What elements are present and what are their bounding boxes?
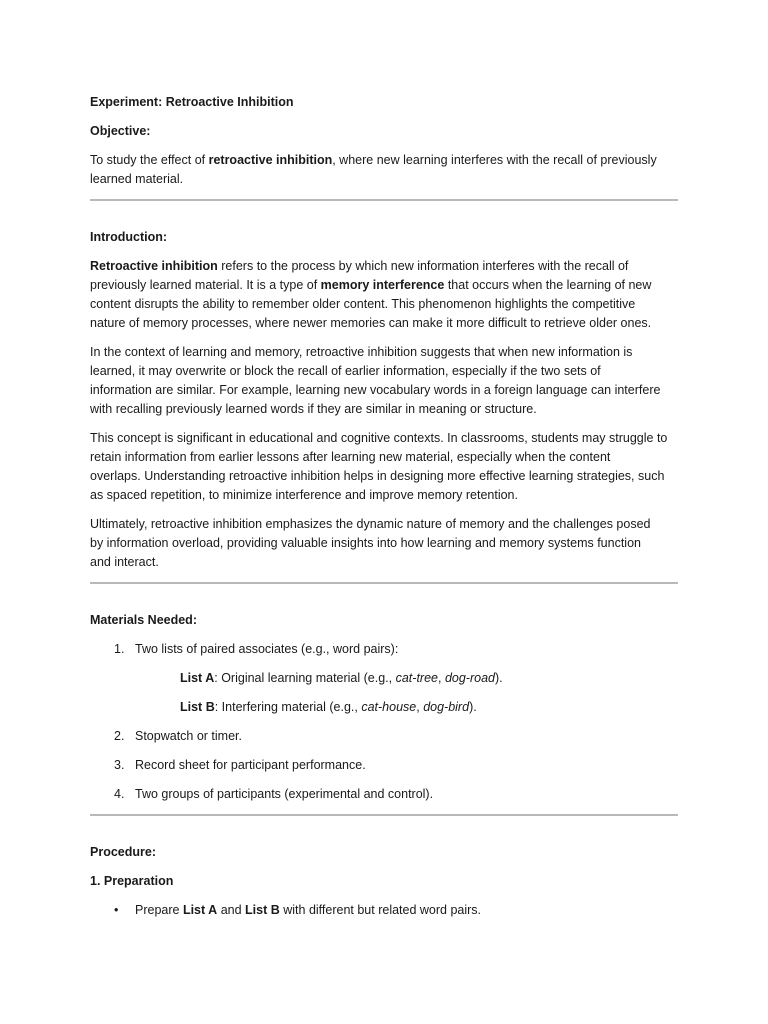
objective-text: To study the effect of retroactive inhibition, where new learning interferes with the recall of previously learned material. (90, 153, 657, 186)
list-b-item: List B: Interfering material (e.g., cat-house, dog-bird). (180, 700, 477, 714)
objective-heading: Objective: (90, 124, 151, 138)
procedure-step-1-heading: 1. Preparation (90, 874, 174, 888)
bullet-icon: • (114, 903, 119, 917)
intro-paragraph-4: Ultimately, retroactive inhibition emphasizes the dynamic nature of memory and the challenges posed by information overload, providing valuable insights into how learning and memory systems function and interact. (90, 517, 651, 569)
materials-item-2: 2. Stopwatch or timer. (114, 729, 242, 743)
intro-paragraph-3: This concept is significant in educational and cognitive contexts. In classrooms, students may struggle to retain information from earlier lessons after learning new material, especially when the content overlaps. Understanding retroactive inhibition helps in designing more effective learning strategies, such as spaced repetition, to minimize interference and improve memory retention. (90, 431, 668, 502)
procedure-bullet-item: • Prepare List A and List B with different but related word pairs. (90, 901, 678, 920)
intro-paragraph-1: Retroactive inhibition refers to the process by which new information interferes with the recall of previously learned material. It is a type of memory interference that occurs when the learning of new content disrupts the ability to remember older content. This phenomenon highlights the competitive nature of memory processes, where newer memories can make it more difficult to retrieve older ones. (90, 259, 652, 330)
list-a-item: List A: Original learning material (e.g., cat-tree, dog-road). (180, 671, 503, 685)
procedure-heading: Procedure: (90, 845, 156, 859)
materials-heading: Materials Needed: (90, 613, 197, 627)
materials-item-3: 3. Record sheet for participant performance. (114, 758, 366, 772)
experiment-title: Experiment: Retroactive Inhibition (90, 95, 294, 109)
materials-item-4: 4. Two groups of participants (experimental and control). (114, 787, 434, 801)
document-page (90, 93, 678, 920)
materials-item-1: 1. Two lists of paired associates (e.g., word pairs): (114, 642, 399, 656)
intro-paragraph-2: In the context of learning and memory, retroactive inhibition suggests that when new information is learned, it may overwrite or block the recall of earlier information, especially if the two sets of information are similar. For example, learning new vocabulary words in a foreign language can interfere with recalling previously learned words if they are similar in meaning or structure. (90, 345, 661, 416)
introduction-heading: Introduction: (90, 230, 168, 244)
